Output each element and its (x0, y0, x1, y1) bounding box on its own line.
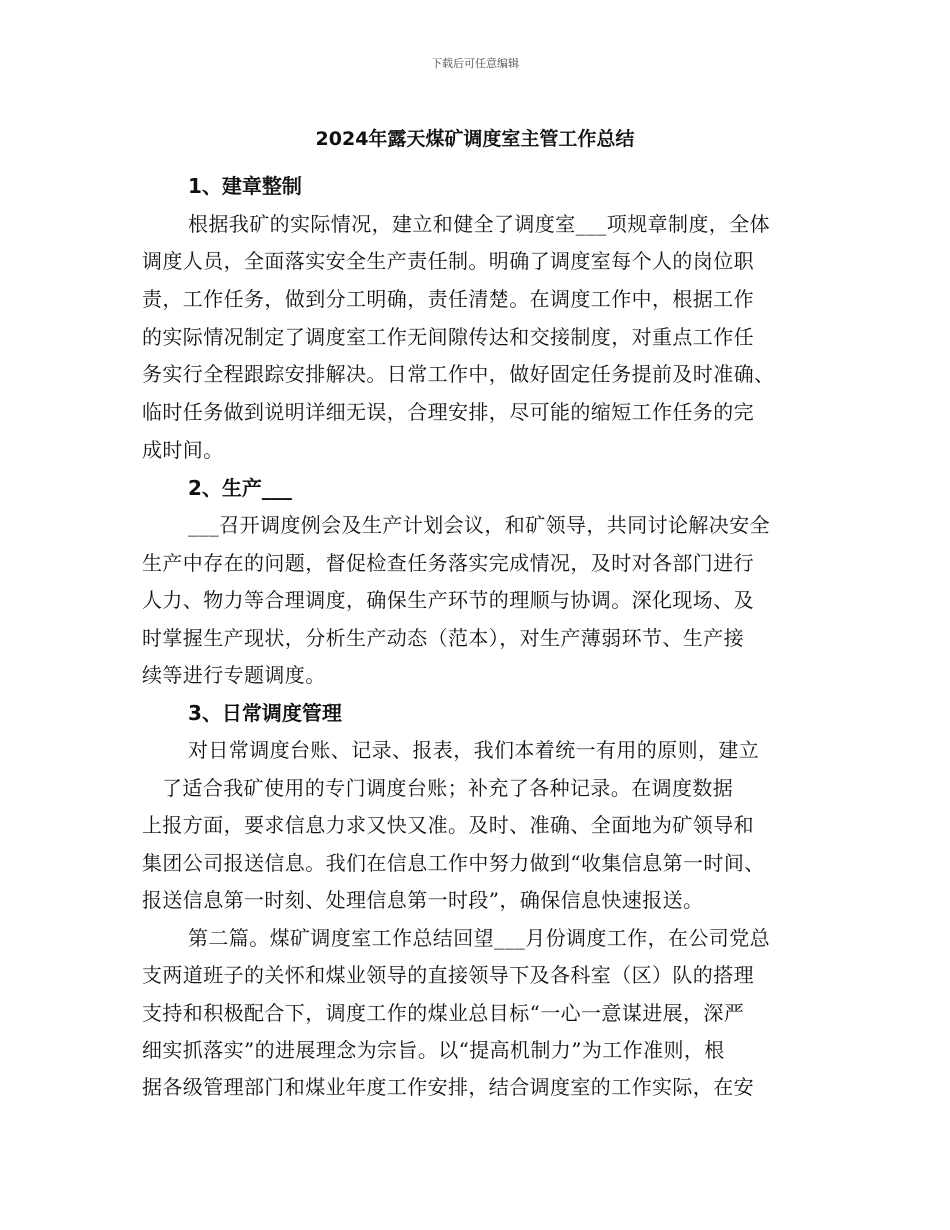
header-note: 下载后可任意编辑 (431, 57, 519, 70)
paragraph-line: 报送信息第一时刻、处理信息第一时段”，确保信息快速报送。 (142, 888, 704, 912)
paragraph-line: 支两道班子的关怀和煤业领导的直接领导下及各科室（区）队的搭理 (142, 963, 754, 987)
document-title: 2024年露天煤矿调度室主管工作总结 (315, 128, 635, 150)
paragraph-line: 集团公司报送信息。我们在信息工作中努力做到“收集信息第一时间、 (142, 851, 765, 875)
paragraph-line: 上报方面，要求信息力求又快又准。及时、准确、全面地为矿领导和 (142, 813, 754, 837)
section-heading-2: 2、生产___ (188, 476, 292, 500)
paragraph-line: 第二篇。煤矿调度室工作总结回望___月份调度工作，在公司党总 (188, 926, 770, 950)
paragraph-line: 根据我矿的实际情况，建立和健全了调度室___项规章制度，全体 (188, 212, 770, 236)
paragraph-line: 调度人员，全面落实安全生产责任制。明确了调度室每个人的岗位职 (142, 249, 754, 273)
paragraph-line: ___召开调度例会及生产计划会议，和矿领导，共同讨论解决安全 (188, 513, 770, 537)
paragraph-line: 责，工作任务，做到分工明确，责任清楚。在调度工作中，根据工作 (142, 287, 754, 311)
paragraph-line: 细实抓落实”的进展理念为宗旨。以“提高机制力”为工作准则，根 (142, 1038, 725, 1062)
section-heading-1: 1、建章整制 (188, 174, 302, 198)
paragraph-line: 生产中存在的问题，督促检查任务落实完成情况，及时对各部门进行 (142, 551, 754, 575)
paragraph-line: 临时任务做到说明详细无误，合理安排，尽可能的缩短工作任务的完 (142, 400, 754, 424)
paragraph-line: 了适合我矿使用的专门调度台账；补充了各种记录。在调度数据 (162, 776, 734, 800)
paragraph-line: 支持和积极配合下，调度工作的煤业总目标“一心一意谋进展，深严 (142, 1001, 745, 1025)
paragraph-line: 对日常调度台账、记录、报表，我们本着统一有用的原则，建立 (188, 738, 760, 762)
paragraph-line: 的实际情况制定了调度室工作无间隙传达和交接制度，对重点工作任 (142, 325, 754, 349)
paragraph-line: 时掌握生产现状，分析生产动态（范本），对生产薄弱环节、生产接 (142, 626, 744, 650)
paragraph-line: 成时间。 (142, 438, 224, 462)
paragraph-line: 人力、物力等合理调度，确保生产环节的理顺与协调。深化现场、及 (142, 588, 754, 612)
paragraph-line: 据各级管理部门和煤业年度工作安排，结合调度室的工作实际，在安 (142, 1075, 754, 1099)
section-heading-3: 3、日常调度管理 (188, 701, 342, 725)
paragraph-line: 续等进行专题调度。 (142, 663, 326, 687)
paragraph-line: 务实行全程跟踪安排解决。日常工作中，做好固定任务提前及时准确、 (142, 362, 775, 386)
